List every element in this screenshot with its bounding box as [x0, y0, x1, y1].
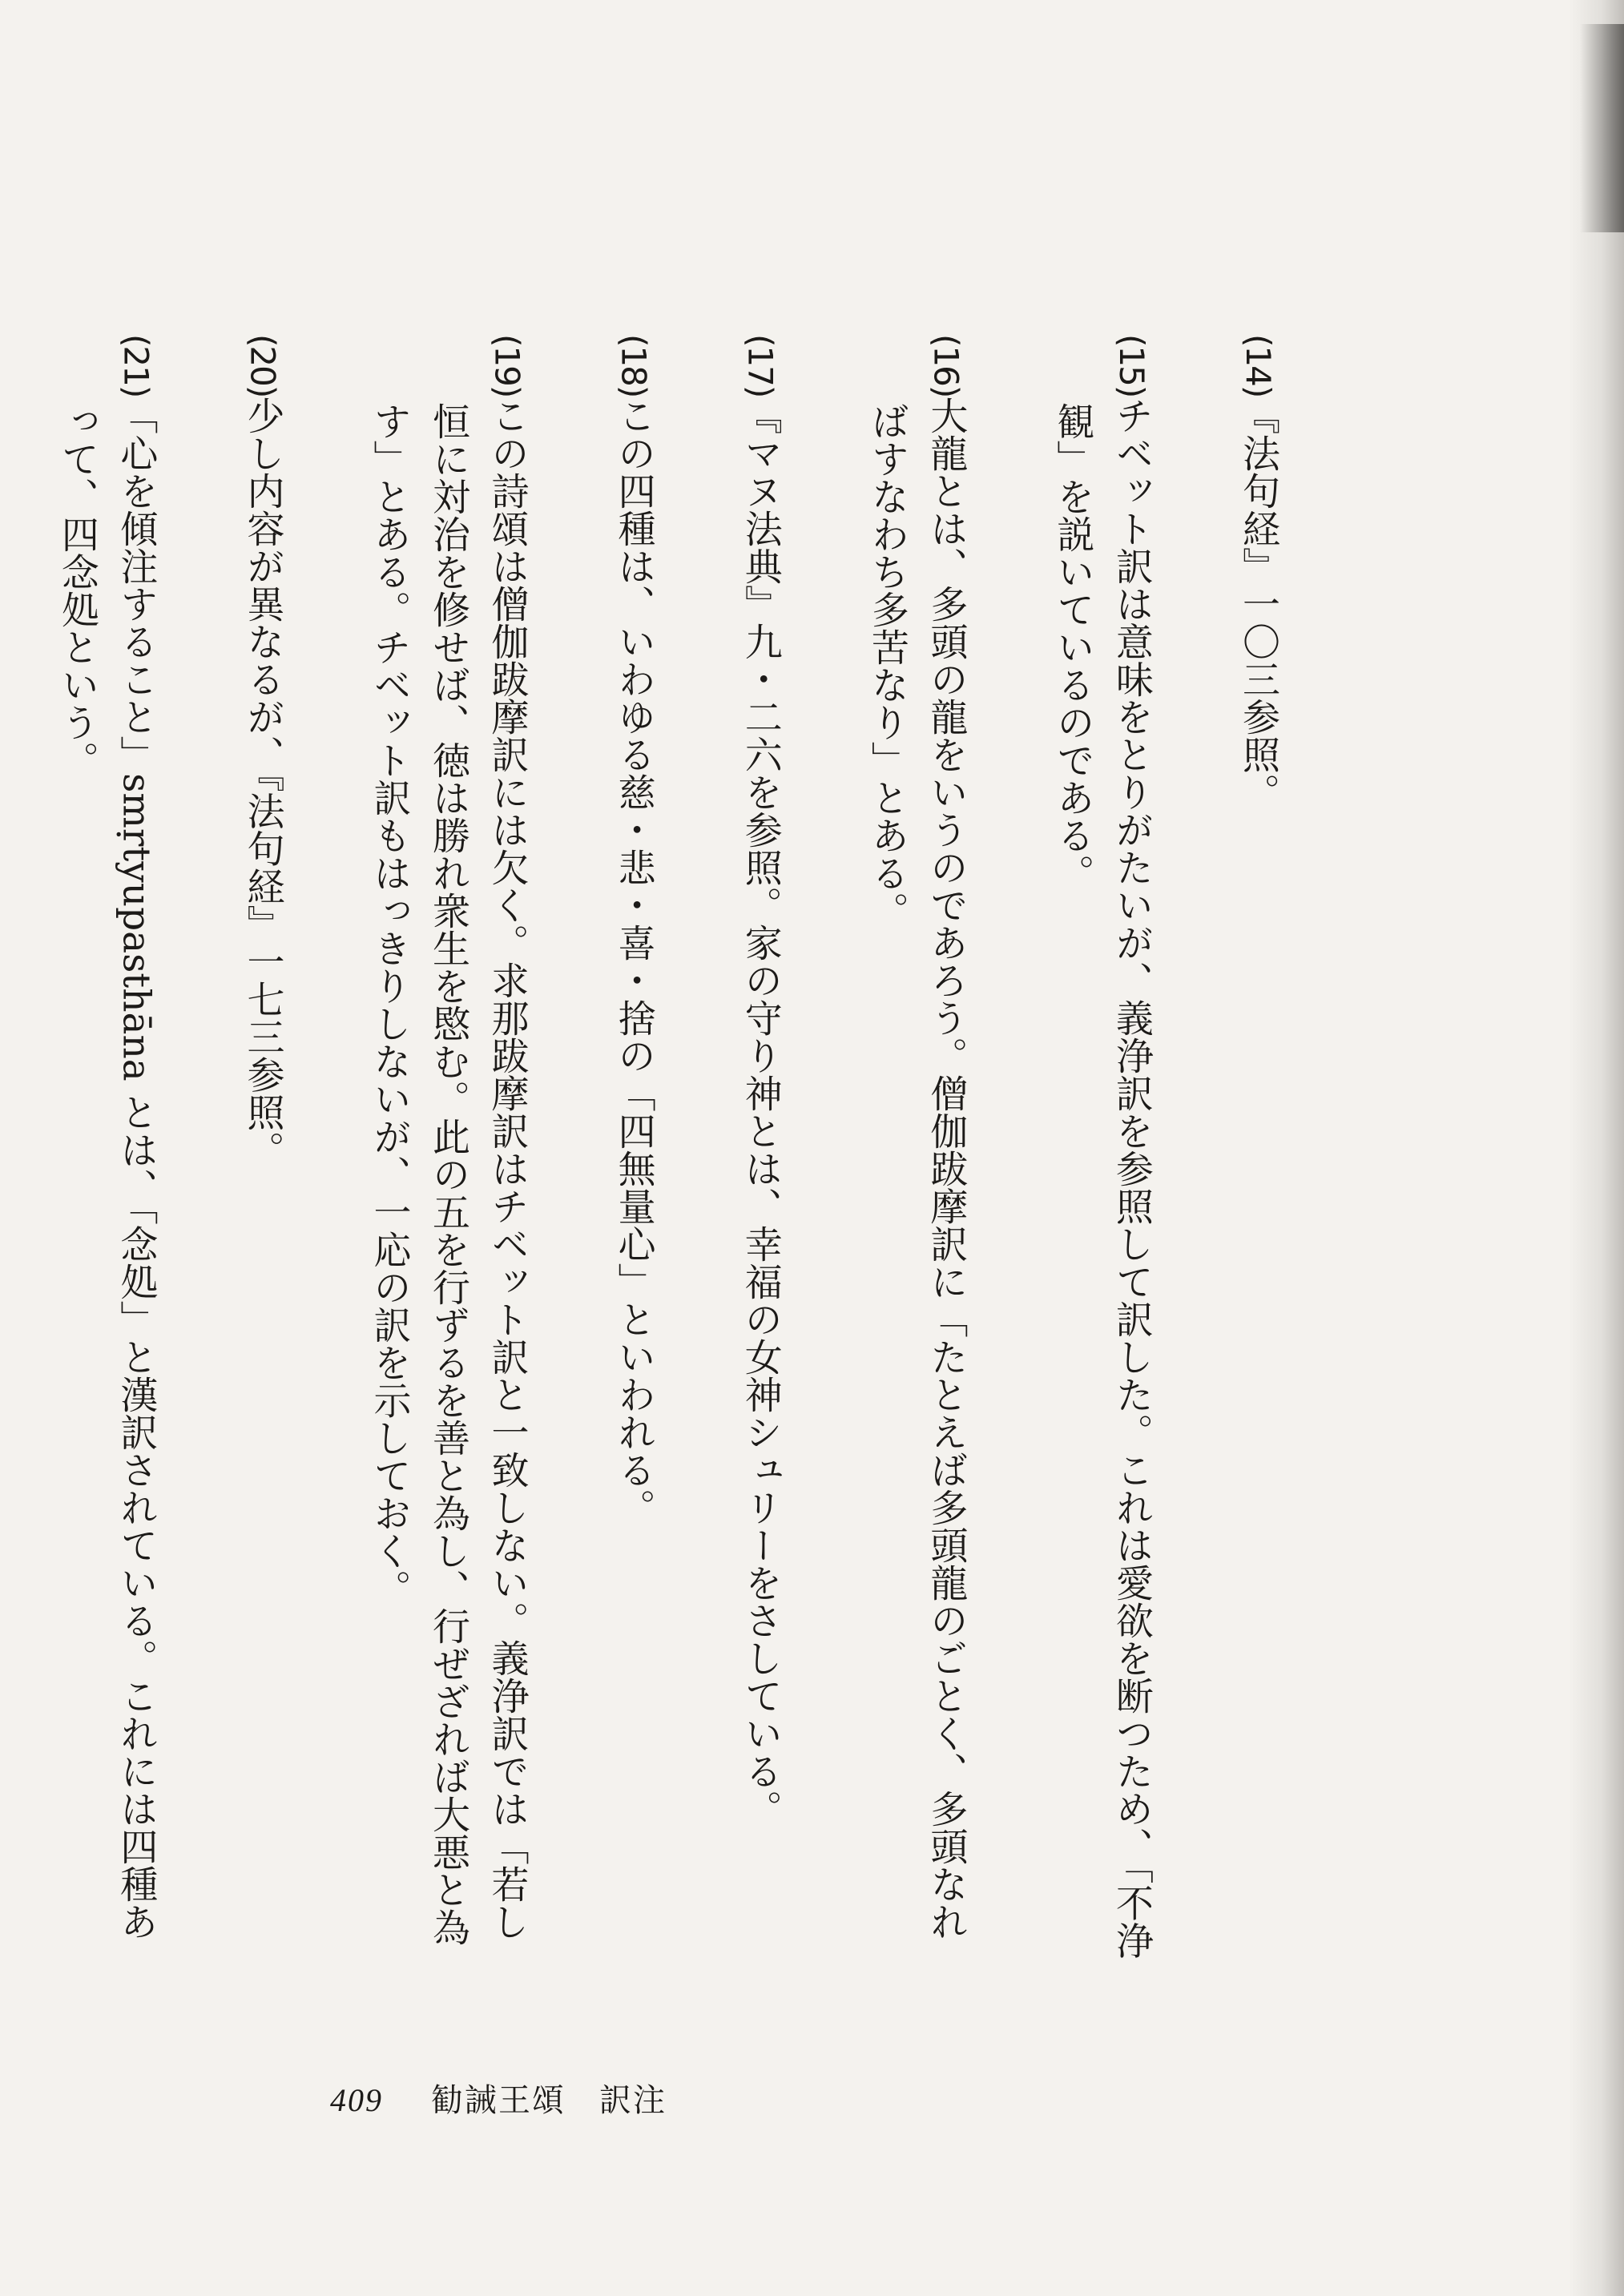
- note-text: この四種は、いわゆる慈・悲・喜・捨の「四無量心」といわれる。: [611, 397, 656, 1527]
- note-14: [1161, 334, 1288, 1972]
- note-number: (19): [487, 334, 527, 397]
- note-17: [663, 334, 790, 1972]
- note-number: (16): [926, 334, 966, 397]
- note-text: この詩頌は僧伽跋摩訳には欠く。求那跋摩訳はチベット訳と一致しない。義浄訳では「若し恒に対治を修せば、徳は勝れ衆生を愍む。此の五を行ずるを善と為し、行ぜざれば大悪と為す」とある。チベット訳もはっきりしないが、一応の訳を示しておく。: [367, 397, 530, 1946]
- note-text: 「心を傾注すること」smṛtyupasthāna とは、「念処」と漢訳されている。これには四種あって、四念処という。: [54, 397, 159, 1941]
- note-text: 『法句経』一〇三参照。: [1236, 397, 1280, 812]
- note-15: [975, 334, 1161, 1972]
- note-20: [165, 334, 292, 1972]
- running-title: 勧誡王頌 訳注: [431, 2082, 667, 2119]
- note-text: 『マヌ法典』九・二六を参照。家の守り神とは、幸福の女神シュリーをさしている。: [738, 397, 783, 1828]
- note-number: (14): [1239, 334, 1278, 397]
- note-21: [0, 334, 165, 1972]
- scan-edge-mark: [1580, 24, 1624, 232]
- page-number: 409: [330, 2082, 383, 2118]
- note-text: 少し内容が異なるが、『法句経』一七三参照。: [240, 397, 285, 1170]
- note-number: (15): [1111, 334, 1151, 397]
- note-19: [292, 334, 536, 1972]
- note-text: チベット訳は意味をとりがたいが、義浄訳を参照して訳した。これは愛欲を断つため、「不浄観」を説いているのである。: [1050, 397, 1154, 1960]
- note-number: (18): [614, 334, 654, 397]
- note-number: (20): [243, 334, 283, 397]
- note-text: 大龍とは、多頭の龍をいうのであろう。僧伽跋摩訳に「たとえば多頭龍のごとく、多頭なればすなわち多苦なり」とある。: [864, 397, 969, 1941]
- note-18: [537, 334, 663, 1972]
- note-number: (17): [740, 334, 780, 397]
- annotation-notes: [0, 334, 1288, 1972]
- scan-edge-shadow: [1568, 0, 1624, 2296]
- note-number: (21): [116, 334, 156, 397]
- note-16: [790, 334, 976, 1972]
- page-footer: [330, 2075, 667, 2121]
